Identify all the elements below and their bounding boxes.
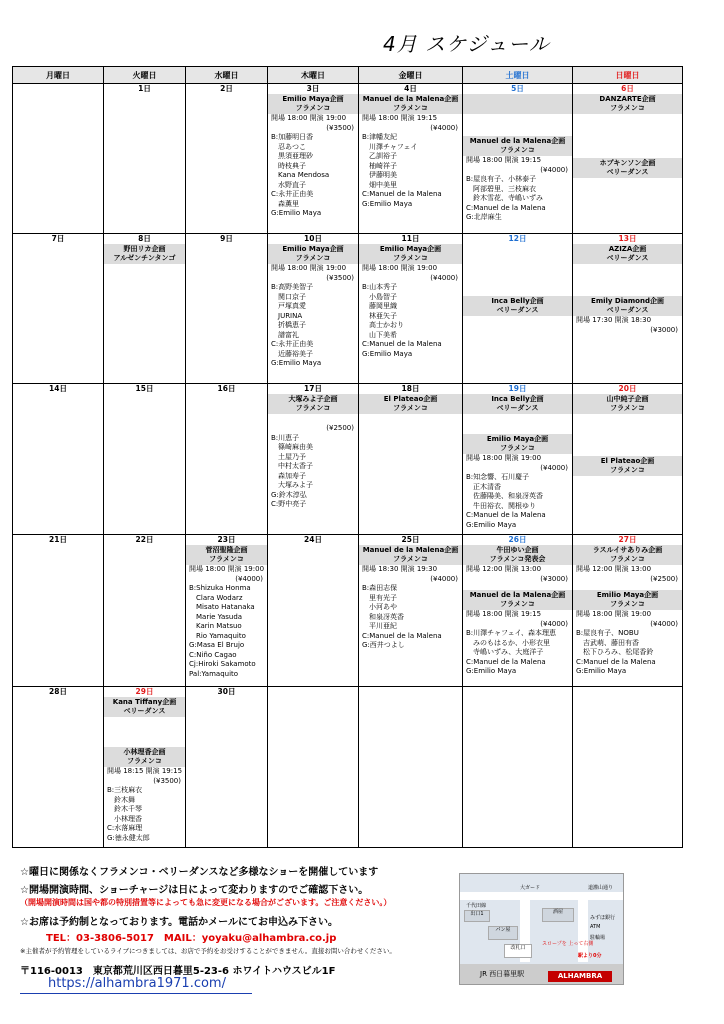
map-label: ATM (590, 924, 601, 930)
event-time: 開場 18:00 開演 19:15 (466, 156, 542, 164)
cast-line: G:Masa El Brujo (189, 641, 245, 649)
event-price: (¥4000) (540, 619, 568, 628)
date-label: 22日 (135, 535, 154, 544)
cast-line: C:Manuel de la Malena (466, 511, 546, 519)
cast-line: 阿部碧里、三枝麻衣 (473, 184, 536, 193)
day-cell (359, 84, 463, 234)
event-title: 牛田ゆい企画 フラメンコ発表会 (463, 545, 572, 565)
week-row (13, 384, 683, 535)
event-title: 野田リカ企画 アルゼンチンタンゴ (104, 244, 185, 264)
cast-line: B:三枝麻衣 (107, 786, 143, 794)
cast-line: 吉武萌、藤田有香 (583, 638, 639, 647)
event-title: ホプキンソン企画 ベリーダンス (573, 158, 682, 178)
week-row (13, 234, 683, 384)
day-cell (186, 384, 268, 535)
day-cell-empty (463, 687, 573, 848)
event-time: 開場 18:00 開演 19:15 (362, 114, 438, 122)
website-link[interactable]: https://alhambra1971.com/ (48, 976, 226, 991)
day-cell (463, 384, 573, 535)
event-time: 開場 12:00 開演 13:00 (576, 565, 652, 573)
cast-line: 鈴木舞 (114, 795, 135, 804)
day-cell (13, 687, 104, 848)
cast-line: G:Emilio Maya (271, 359, 322, 367)
event-time: 開場 18:00 開演 19:00 (466, 454, 542, 462)
cast-line: B:山本秀子 (362, 283, 398, 291)
day-cell (463, 535, 573, 687)
map-label: 道灌山通り (588, 885, 614, 891)
event-time: 開場 18:00 開演 19:00 (271, 264, 347, 272)
date-label: 8日 (138, 234, 151, 243)
date-label: 18日 (401, 384, 420, 393)
event-title: ラスルイサありみ企画 フラメンコ (573, 545, 682, 565)
date-label: 28日 (49, 687, 67, 696)
cast-line: 寺嶋いずみ、大庭洋子 (473, 648, 544, 656)
note-organizer: ※主催者が予約管理をしているライブにつきましては、お店で予約をお受けすることができません。直接お問い合わせください。 (20, 947, 396, 955)
cast-line: C:Manuel de la Malena (576, 657, 656, 666)
cast-line: 里有光子 (369, 593, 397, 602)
cast-line: 森加寿子 (278, 471, 306, 480)
date-label: 30日 (217, 687, 236, 696)
weekday-header-row (13, 67, 683, 84)
cast-line: Misato Hatanaka (196, 603, 255, 611)
page-title: 4月 スケジュール (383, 32, 550, 56)
event-price: (¥3000) (540, 574, 568, 583)
date-label: 7日 (51, 234, 65, 243)
weekday-fri: 金曜日 (359, 67, 463, 84)
event-title: El Plateao企画 フラメンコ (573, 456, 682, 476)
cast-line: 松下ひろみ、松尾香鈴 (583, 648, 654, 656)
day-cell (463, 234, 573, 384)
date-label: 1日 (138, 84, 151, 93)
cast-line: 篠崎麻由美 (278, 443, 313, 451)
event-title: Emilio Maya企画 フラメンコ (359, 244, 462, 264)
cast-line: Rio Yamaquito (196, 631, 246, 640)
event-time: 開場 17:30 開演 18:30 (576, 316, 652, 324)
cast-line: 中村太香子 (278, 462, 313, 470)
cast-line: 忍あつこ (278, 142, 306, 151)
cast-line: Cj:Hiroki Sakamoto (189, 660, 256, 668)
cast-line: 折橋恵子 (278, 321, 306, 329)
cast-line: 小島智子 (369, 292, 397, 301)
day-cell (186, 84, 268, 234)
cast-line: B:屋良有子、小林泰子 (466, 175, 537, 183)
day-cell (268, 535, 359, 687)
cast-line: G:徳永健太郎 (107, 833, 150, 842)
date-label: 24日 (304, 535, 322, 544)
map-label: 駅より0分 (578, 953, 602, 959)
cast-line: 畑中美里 (369, 180, 397, 189)
cast-line: 和泉冴英香 (369, 612, 404, 621)
event-title: 菅沼聖隆企画 フラメンコ (186, 545, 267, 565)
date-label: 14日 (49, 384, 67, 393)
event-time: 開場 18:00 開演 19:00 (189, 565, 265, 573)
day-cell (104, 535, 186, 687)
cast-line: Marie Yasuda (196, 612, 243, 621)
map-label: 千代田線 (466, 903, 487, 909)
event-title: El Plateao企画 フラメンコ (359, 394, 462, 414)
address: 〒116-0013 東京都荒川区西日暮里5-23-6 ホワイトハウスビル1F (20, 966, 336, 977)
day-cell-empty (268, 687, 359, 848)
event-title: Emilio Maya企画 フラメンコ (268, 94, 358, 114)
cast-line: G:西井つよし (362, 641, 405, 649)
cast-line: C:永井正由美 (271, 340, 314, 348)
cast-line: 鈴木千琴 (114, 805, 142, 813)
event-time: 開場 18:15 開演 19:15 (107, 767, 183, 775)
cast-line: 戸塚真愛 (278, 302, 306, 310)
cast-line: C:Manuel de la Malena (362, 340, 442, 348)
event-price: (¥4000) (235, 574, 263, 583)
event-time: 開場 18:00 開演 19:00 (576, 610, 652, 618)
day-cell (573, 234, 683, 384)
weekday-wed: 水曜日 (186, 67, 268, 84)
date-label: 20日 (618, 384, 637, 393)
event-title: 山中純子企画 フラメンコ (573, 394, 682, 414)
event-title: Manuel de la Malena企画 フラメンコ (463, 590, 572, 610)
event-title: Manuel de la Malena企画 フラメンコ (359, 94, 462, 114)
day-cell (186, 687, 268, 848)
date-label-holiday: 29日 (135, 687, 154, 696)
weekday-tue: 火曜日 (104, 67, 186, 84)
weekday-thu: 木曜日 (268, 67, 359, 84)
cast-line: G:Emilio Maya (362, 349, 413, 358)
date-label: 5日 (511, 84, 524, 93)
cast-line: Clara Wodarz (196, 593, 243, 602)
day-cell (13, 535, 104, 687)
event-title: Manuel de la Malena企画 フラメンコ (359, 545, 462, 565)
event-price: (¥4000) (540, 165, 568, 174)
event-price: (¥4000) (430, 273, 458, 282)
cast-line: 時枝典子 (278, 161, 306, 170)
day-cell-empty (573, 687, 683, 848)
date-label: 23日 (217, 535, 236, 544)
map-label: みずほ銀行 (590, 915, 616, 921)
event-time: 開場 18:00 開演 19:15 (466, 610, 542, 618)
event-title: 大塚みよ子企画 フラメンコ (268, 394, 358, 414)
date-label: 21日 (49, 535, 67, 544)
cast-line: 譜富礼 (278, 330, 299, 339)
cast-line: C:Niño Cagao (189, 650, 237, 659)
cast-line: 藤岡里織 (369, 302, 397, 310)
day-cell (359, 384, 463, 535)
event-time: 開場 12:00 開演 13:00 (466, 565, 542, 573)
week-row (13, 84, 683, 234)
date-label: 10日 (304, 234, 322, 243)
cast-line: 関口京子 (278, 292, 306, 301)
cast-line: B:森田志保 (362, 584, 398, 592)
cast-line: B:川恵子 (271, 433, 300, 442)
cast-line: 小林理香 (114, 814, 142, 823)
day-cell (13, 384, 104, 535)
cast-line: 大塚みよ子 (278, 481, 313, 489)
day-cell (573, 535, 683, 687)
cast-line: JURINA (278, 311, 303, 320)
event-time: 開場 18:00 開演 19:00 (271, 114, 347, 122)
date-label: 27日 (618, 535, 637, 544)
date-label: 13日 (618, 234, 637, 243)
cast-line: Karin Matsuo (196, 622, 242, 630)
event-title-blank (463, 94, 572, 114)
date-label: 17日 (304, 384, 322, 393)
day-cell (13, 234, 104, 384)
date-label: 6日 (621, 84, 634, 93)
map-label: 駐輪場 (590, 935, 606, 941)
day-cell (104, 384, 186, 535)
cast-line: C:野中亮子 (271, 500, 307, 508)
map-exit: 出口1 (464, 910, 490, 922)
cast-line: B:知念響、石川慶子 (466, 473, 530, 481)
date-label: 3日 (306, 84, 320, 93)
cast-line: 柚崎祥子 (369, 161, 397, 170)
cast-line: 乙訓裕子 (369, 152, 397, 160)
date-label: 4日 (404, 84, 417, 93)
weekday-sat: 土曜日 (463, 67, 573, 84)
cast-line: 近藤裕美子 (278, 349, 313, 358)
note-times-warning: （開場開演時間は国や都の特別措置等によっても急に変更になる場合がございます。ご注意ください。） (20, 898, 392, 907)
event-time: 開場 18:30 開演 19:30 (362, 565, 438, 573)
day-cell (359, 234, 463, 384)
map-station: JR 西日暮里駅 (460, 964, 624, 984)
cast-line: 牛田裕衣、関根ゆり (473, 501, 536, 510)
map-road (460, 892, 623, 900)
event-title: Emilio Maya企画 フラメンコ (268, 244, 358, 264)
cast-line: G:Emilio Maya (271, 209, 322, 217)
event-price: (¥4000) (650, 619, 678, 628)
day-cell (268, 384, 359, 535)
cast-line: B:Shizuka Honma (189, 584, 251, 592)
weekday-mon: 月曜日 (13, 67, 104, 84)
cast-line: 水野直子 (278, 180, 306, 189)
cast-line: G:Emilio Maya (466, 520, 517, 529)
day-cell (186, 535, 268, 687)
cast-line: B:津幡友紀 (362, 133, 398, 141)
date-label: 11日 (401, 234, 420, 243)
date-label: 15日 (135, 384, 154, 393)
cast-line: B:加藤明日香 (271, 133, 314, 141)
cast-line: C:永井正由美 (271, 190, 314, 198)
event-price: (¥4000) (430, 123, 458, 132)
event-price: (¥3500) (326, 273, 354, 282)
day-cell (573, 84, 683, 234)
cast-line: G:鈴木淳弘 (271, 490, 307, 499)
weekday-sun: 日曜日 (573, 67, 683, 84)
day-cell (104, 687, 186, 848)
date-label: 19日 (508, 384, 527, 393)
event-title: Emilio Maya企画 フラメンコ (573, 590, 682, 610)
cast-line: 鈴木雪花、寺嶋いずみ (473, 194, 543, 202)
day-cell (268, 84, 359, 234)
map-bakery: パン屋 (488, 926, 518, 940)
day-cell (268, 234, 359, 384)
day-cell (463, 84, 573, 234)
event-price: (¥4000) (430, 574, 458, 583)
date-label: 9日 (220, 234, 233, 243)
map-label: 大ガード (520, 885, 541, 891)
day-cell (573, 384, 683, 535)
day-cell (359, 535, 463, 687)
cast-line: C:Manuel de la Malena (466, 203, 546, 212)
day-cell (104, 234, 186, 384)
cast-line: B:川澤チャフェイ、森本理恵 (466, 629, 556, 637)
cast-line: Pal:Yamaquito (189, 669, 239, 678)
cast-line: C:Manuel de la Malena (362, 631, 442, 640)
event-title: Inca Belly企画 ベリーダンス (463, 296, 572, 316)
note-reservation: ☆お席は予約制となっております。電話かメールにてお申込み下さい。 (20, 917, 338, 928)
cast-line: 平川亜紀 (369, 622, 397, 630)
date-label: 25日 (401, 535, 420, 544)
event-title: AZIZA企画 ベリーダンス (573, 244, 682, 264)
event-price: (¥4000) (540, 463, 568, 472)
day-cell-empty (13, 84, 104, 234)
access-map (459, 873, 624, 985)
cast-line: B:高野美智子 (271, 283, 314, 291)
cast-line: 土屋乃予 (278, 452, 306, 461)
cast-line: C:Manuel de la Malena (466, 657, 546, 666)
day-cell-empty (359, 687, 463, 848)
cast-line: 森薫里 (278, 199, 299, 208)
cast-line: 林亜矢子 (369, 311, 397, 320)
map-label: スロープを 上って右側 (542, 941, 594, 947)
event-price: (¥3500) (326, 123, 354, 132)
contact-info[interactable]: TEL：03-3806-5017 MAIL：yoyaku@alhambra.co.jp (46, 933, 337, 944)
event-title: Kana Tiffany企画 ベリーダンス (104, 697, 185, 717)
cast-line: G:Emilio Maya (362, 199, 413, 208)
cast-line: 山下美希 (369, 330, 397, 339)
cast-line: みのもはるか、小形衣里 (473, 638, 550, 647)
event-title: 小林理香企画 フラメンコ (104, 747, 185, 767)
schedule-calendar (12, 66, 683, 848)
week-row (13, 687, 683, 848)
cast-line: C:Manuel de la Malena (362, 190, 442, 198)
cast-line: 伊藤明美 (369, 171, 397, 179)
event-price: (¥2500) (326, 424, 354, 432)
cast-line: C:水落麻理 (107, 824, 143, 832)
event-price: (¥2500) (650, 574, 678, 583)
cast-line: 川澤チャフェイ (369, 142, 418, 151)
week-row (13, 535, 683, 687)
cast-line: G:Emilio Maya (466, 667, 517, 675)
cast-line: 正木清香 (473, 482, 501, 491)
map-gate: 改札口 (504, 944, 532, 958)
day-cell (186, 234, 268, 384)
cast-line: 佐藤陽美、和泉冴英香 (473, 492, 543, 500)
event-time: 開場 18:00 開演 19:00 (362, 264, 438, 272)
date-label: 2日 (220, 84, 233, 93)
note-shows: ☆曜日に関係なくフラメンコ・ベリーダンスなど多様なショーを開催しています (20, 867, 379, 878)
cast-line: G:北岸麻生 (466, 213, 502, 221)
date-label: 26日 (508, 535, 527, 544)
date-label: 16日 (217, 384, 236, 393)
event-title: Emily Diamond企画 ベリーダンス (573, 296, 682, 316)
event-title: DANZARTE企画 フラメンコ (573, 94, 682, 114)
event-title: Emilio Maya企画 フラメンコ (463, 434, 572, 454)
link-underline (20, 993, 252, 994)
alhambra-logo: ALHAMBRA (548, 971, 612, 982)
event-price: (¥3000) (650, 325, 678, 334)
cast-line: G:Emilio Maya (576, 667, 627, 675)
cast-line: B:屋良有子、NOBU (576, 629, 639, 637)
cast-line: 黒須亜理砂 (278, 152, 313, 160)
event-price: (¥3500) (153, 776, 181, 785)
event-title: Inca Belly企画 ベリーダンス (463, 394, 572, 414)
cast-line: Kana Mendosa (278, 171, 330, 179)
cast-line: 高士かおり (369, 321, 404, 329)
cast-line: 小河あや (369, 603, 397, 611)
event-title: Manuel de la Malena企画 フラメンコ (463, 136, 572, 156)
map-liquor: 酒屋 (542, 908, 574, 922)
day-cell (104, 84, 186, 234)
date-label: 12日 (508, 234, 527, 243)
note-times: ☆開場開演時間、ショーチャージは日によって変わりますのでご確認下さい。 (20, 885, 369, 896)
